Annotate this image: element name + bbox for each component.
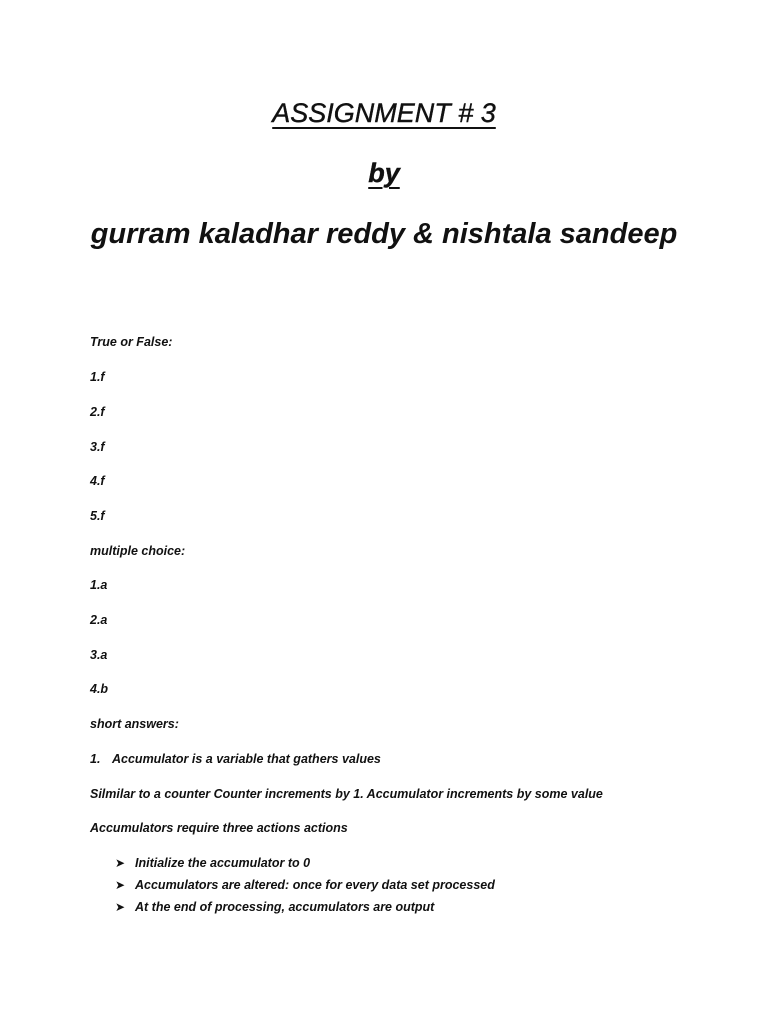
short-answer-line-3: Accumulators require three actions actions — [90, 821, 348, 835]
true-false-answer-5: 5.f — [90, 509, 105, 523]
bullet-item-1 — [115, 856, 310, 870]
short-answers-heading: short answers: — [90, 717, 179, 731]
arrow-bullet-icon: ➤ — [115, 900, 126, 914]
arrow-bullet-icon: ➤ — [115, 856, 126, 870]
true-false-answer-3: 3.f — [90, 440, 105, 454]
short-answer-item-1-text: Accumulator is a variable that gathers values — [112, 752, 381, 766]
bullet-item-2-text: Accumulators are altered: once for every data set processed — [135, 878, 495, 892]
short-answer-item-1 — [90, 752, 381, 766]
multiple-choice-answer-4: 4.b — [90, 682, 109, 696]
arrow-bullet-icon: ➤ — [115, 878, 126, 892]
list-number: 1. — [90, 752, 101, 766]
multiple-choice-answer-2: 2.a — [90, 613, 108, 627]
bullet-item-2 — [115, 878, 495, 892]
page-title: ASSIGNMENT # 3 — [272, 98, 496, 128]
bullet-item-1-text: Initialize the accumulator to 0 — [135, 856, 311, 870]
short-answer-line-2: Silmilar to a counter Counter increments by 1. Accumulator increments by some value — [90, 787, 603, 801]
byline-label: by — [368, 158, 400, 188]
multiple-choice-answer-1: 1.a — [90, 578, 108, 592]
authors: gurram kaladhar reddy & nishtala sandeep — [90, 218, 678, 250]
true-false-answer-4: 4.f — [90, 474, 105, 488]
multiple-choice-heading: multiple choice: — [90, 544, 186, 558]
true-false-answer-2: 2.f — [90, 405, 105, 419]
true-false-heading: True or False: — [90, 335, 173, 349]
bullet-item-3 — [115, 900, 434, 914]
true-false-answer-1: 1.f — [90, 370, 105, 384]
bullet-item-3-text: At the end of processing, accumulators are output — [135, 900, 435, 914]
multiple-choice-answer-3: 3.a — [90, 648, 108, 662]
